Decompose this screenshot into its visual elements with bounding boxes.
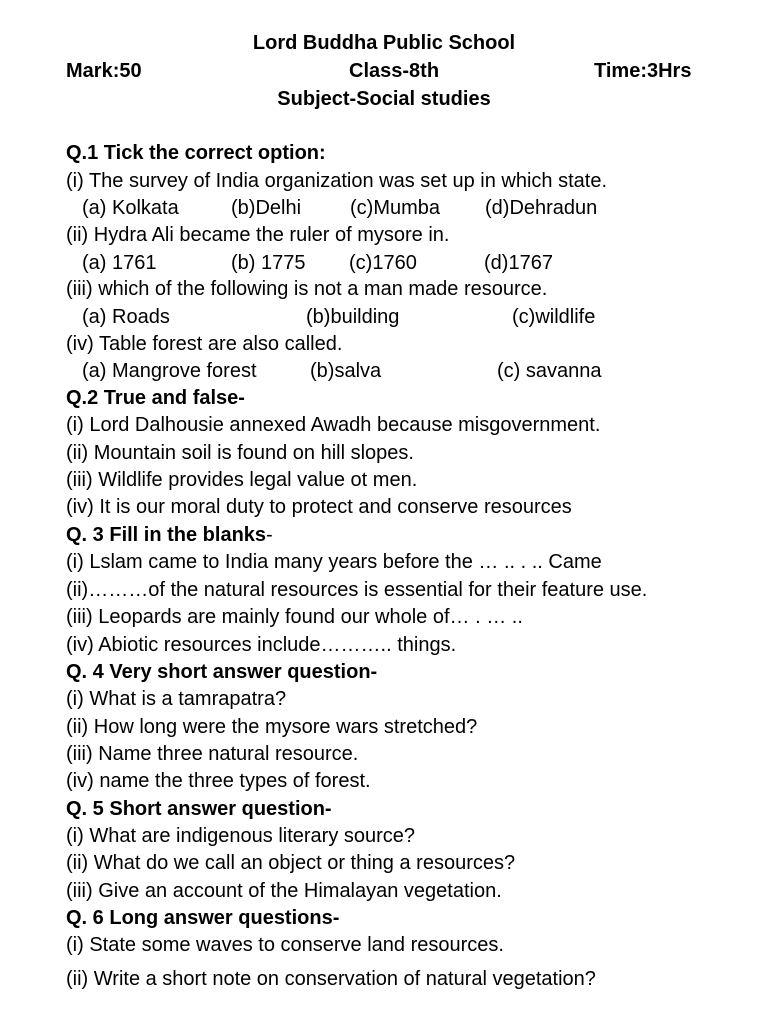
q3-title (66, 523, 273, 547)
q1-item-1-option-b: (b)Delhi (231, 197, 302, 219)
q2-title: Q.2 True and false- (66, 387, 245, 409)
q6-item-1: (i) State some waves to conserve land resources. (66, 934, 504, 956)
q1-item-1-option-a: (a) Kolkata (82, 197, 179, 219)
time-label: Time:3Hrs (594, 60, 692, 82)
q1-item-2-option-b: (b) 1775 (231, 252, 306, 274)
q2-item-1: (i) Lord Dalhousie annexed Awadh because misgovernment. (66, 414, 601, 436)
q3-title-dash: - (266, 524, 273, 546)
q2-item-4: (iv) It is our moral duty to protect and conserve resources (66, 496, 572, 518)
q1-item-4: (iv) Table forest are also called. (66, 333, 343, 355)
q2-item-2: (ii) Mountain soil is found on hill slopes. (66, 442, 414, 464)
q1-item-3-option-b: (b)building (306, 306, 400, 328)
q3-item-3: (iii) Leopards are mainly found our whole of… . … .. (66, 606, 523, 628)
q3-item-2: (ii)………of the natural resources is essential for their feature use. (66, 579, 648, 601)
q1-item-3-option-c: (c)wildlife (512, 306, 596, 328)
q3-item-4: (iv) Abiotic resources include……….. things. (66, 634, 457, 656)
q4-item-2: (ii) How long were the mysore wars stretched? (66, 716, 478, 738)
q6-item-2: (ii) Write a short note on conservation of natural vegetation? (66, 968, 596, 990)
q1-item-3: (iii) which of the following is not a man made resource. (66, 278, 548, 300)
q1-item-3-option-a: (a) Roads (82, 306, 170, 328)
q1-item-1-option-d: (d)Dehradun (485, 197, 598, 219)
q1-item-1-option-c: (c)Mumba (350, 197, 441, 219)
class-label: Class-8th (349, 60, 440, 82)
q6-title: Q. 6 Long answer questions- (66, 907, 340, 929)
q1-item-4-option-a: (a) Mangrove forest (82, 360, 257, 382)
q3-item-1: (i) Lslam came to India many years before the … .. . .. Came (66, 551, 602, 573)
q5-item-2: (ii) What do we call an object or thing a resources? (66, 852, 516, 874)
q4-title: Q. 4 Very short answer question- (66, 661, 378, 683)
q1-title: Q.1 Tick the correct option: (66, 142, 326, 164)
q1-item-2-option-c: (c)1760 (349, 252, 417, 274)
subject-label: Subject-Social studies (277, 88, 491, 110)
q2-item-3: (iii) Wildlife provides legal value ot men. (66, 469, 418, 491)
q4-item-3: (iii) Name three natural resource. (66, 743, 359, 765)
school-name: Lord Buddha Public School (252, 32, 516, 54)
q5-item-1: (i) What are indigenous literary source? (66, 825, 416, 847)
q1-item-4-option-b: (b)salva (310, 360, 382, 382)
q3-title-bold: Q. 3 Fill in the blanks (66, 524, 267, 546)
q1-item-1: (i) The survey of India organization was set up in which state. (66, 170, 608, 192)
total-marks: Mark:50 (66, 60, 142, 82)
q5-item-3: (iii) Give an account of the Himalayan vegetation. (66, 880, 502, 902)
q4-item-1: (i) What is a tamrapatra? (66, 688, 287, 710)
q1-item-2-option-d: (d)1767 (484, 252, 553, 274)
q1-item-2-option-a: (a) 1761 (82, 252, 157, 274)
q1-item-4-option-c: (c) savanna (497, 360, 602, 382)
q4-item-4: (iv) name the three types of forest. (66, 770, 371, 792)
q5-title: Q. 5 Short answer question- (66, 798, 332, 820)
q1-item-2: (ii) Hydra Ali became the ruler of mysore in. (66, 224, 450, 246)
